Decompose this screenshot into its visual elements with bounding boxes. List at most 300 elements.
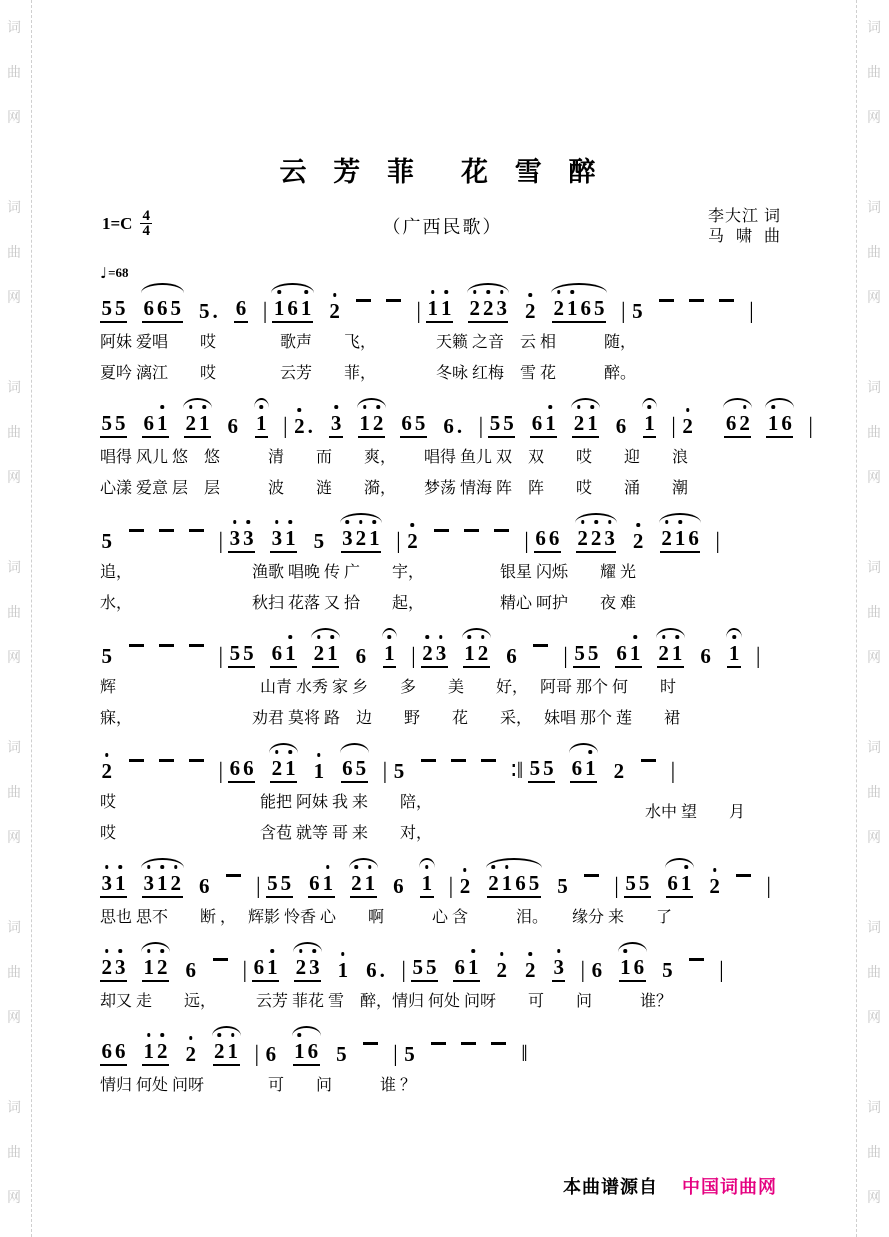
music-system bbox=[100, 946, 785, 1017]
note: 5 bbox=[593, 296, 605, 320]
note: 1 bbox=[566, 296, 578, 320]
note-group bbox=[142, 411, 169, 438]
note-group bbox=[100, 411, 127, 438]
note: 1 bbox=[620, 955, 631, 979]
duration-dash bbox=[659, 299, 674, 302]
note: 6 bbox=[725, 411, 737, 435]
note-group bbox=[341, 756, 368, 783]
note-group bbox=[453, 955, 480, 982]
note-group bbox=[312, 641, 339, 668]
note-group bbox=[576, 526, 617, 553]
note: 6 bbox=[366, 958, 377, 982]
note: 3 bbox=[496, 296, 507, 320]
duration-dash bbox=[226, 874, 241, 877]
barline: | bbox=[719, 957, 724, 982]
duration-dash bbox=[356, 299, 371, 302]
note: 5 bbox=[115, 296, 126, 320]
note: 5 bbox=[528, 871, 540, 895]
interlude-lyric: 水中 望 月 bbox=[644, 804, 745, 821]
source-attribution bbox=[563, 1173, 777, 1199]
duration-dash bbox=[464, 529, 479, 532]
note: 2 bbox=[170, 871, 181, 895]
note-group bbox=[631, 299, 645, 323]
note: 3 bbox=[229, 526, 241, 550]
note: 3 bbox=[101, 871, 112, 895]
note-group bbox=[411, 955, 438, 982]
barline: | bbox=[254, 1041, 260, 1066]
score-meta bbox=[100, 207, 785, 259]
note: 1 bbox=[587, 411, 598, 435]
duration-dash bbox=[159, 529, 174, 532]
barline: | bbox=[396, 528, 401, 553]
note: 3 bbox=[243, 526, 254, 550]
note-group bbox=[488, 411, 515, 438]
note-group bbox=[463, 641, 490, 668]
note: 2 bbox=[488, 871, 499, 895]
duration-dash bbox=[641, 759, 656, 762]
barline: | bbox=[411, 643, 416, 668]
quarter-note-icon: ♩ bbox=[100, 264, 108, 282]
note-group bbox=[724, 411, 751, 438]
note: 1 bbox=[674, 526, 686, 550]
note: 6 bbox=[185, 958, 196, 982]
note: 3 bbox=[553, 955, 564, 979]
note: 1 bbox=[273, 296, 285, 320]
barline: | bbox=[283, 413, 288, 438]
note-group bbox=[226, 414, 240, 438]
note-group bbox=[766, 411, 793, 438]
note: 6 bbox=[454, 955, 465, 979]
note-group bbox=[727, 641, 741, 668]
note: 2 bbox=[407, 529, 418, 553]
note: 6 bbox=[667, 871, 678, 895]
note: 6 bbox=[393, 874, 404, 898]
tempo-value: =68 bbox=[108, 265, 129, 280]
note-group bbox=[335, 1042, 349, 1066]
note-group bbox=[392, 759, 406, 783]
watermark-dashed-line-left bbox=[31, 0, 32, 1237]
lyrics-line: 心漾 爱意 层 层 波 涟 漪， 梦荡 情海 阵 阵 哎 涌 潮 bbox=[100, 480, 689, 497]
note: 1 bbox=[157, 411, 168, 435]
note: 2 bbox=[157, 955, 168, 979]
note: 6 bbox=[143, 296, 154, 320]
note-group bbox=[294, 955, 321, 982]
note: 1 bbox=[143, 955, 154, 979]
note: 1 bbox=[545, 411, 556, 435]
note: 1 bbox=[629, 641, 641, 665]
note-group bbox=[142, 871, 183, 898]
note: 6 bbox=[243, 756, 254, 780]
lyrics-line: 哎 能把 阿妹 我 来 陪， bbox=[100, 794, 433, 811]
note: 2 bbox=[613, 759, 625, 783]
note: 5 bbox=[101, 644, 112, 668]
duration-dash bbox=[363, 1042, 378, 1045]
note-group bbox=[614, 414, 628, 438]
note: 2 bbox=[422, 641, 433, 665]
note: 5 bbox=[503, 411, 514, 435]
note: 6 bbox=[535, 526, 546, 550]
notation-line bbox=[100, 632, 785, 668]
note-group bbox=[392, 874, 406, 898]
music-system bbox=[100, 517, 785, 619]
note: 1 bbox=[440, 296, 452, 320]
credits bbox=[708, 207, 780, 247]
duration-dash bbox=[689, 958, 704, 961]
note-group bbox=[341, 526, 382, 553]
duration-dash bbox=[491, 1042, 506, 1045]
note: 1 bbox=[585, 756, 596, 780]
note-group bbox=[100, 1039, 127, 1066]
note: 2 bbox=[295, 955, 307, 979]
note: 5 bbox=[355, 756, 367, 780]
music-system bbox=[100, 402, 813, 504]
duration-dash bbox=[129, 644, 144, 647]
note-group bbox=[631, 529, 645, 553]
note-group bbox=[264, 1042, 278, 1066]
barline: | bbox=[766, 873, 771, 898]
note: 5 bbox=[557, 874, 568, 898]
note-group bbox=[570, 756, 597, 783]
note: 1 bbox=[384, 641, 395, 665]
note: 1 bbox=[369, 526, 380, 550]
barline: | bbox=[580, 957, 586, 982]
note: 2 bbox=[185, 1042, 196, 1066]
note: 6 bbox=[700, 644, 711, 668]
note: 1 bbox=[680, 871, 692, 895]
note: 6 bbox=[616, 641, 627, 665]
note-group bbox=[643, 411, 657, 438]
duration-dash bbox=[431, 1042, 446, 1045]
note-group bbox=[293, 1039, 320, 1066]
note: 2 bbox=[185, 411, 196, 435]
duration-dash bbox=[461, 1042, 476, 1045]
note-group bbox=[198, 299, 220, 323]
note-group bbox=[468, 296, 509, 323]
lyrics-line: 追， 渔歌 唱晚 传 广 宇， 银星 闪烁 耀 光 bbox=[100, 564, 637, 581]
note-group bbox=[657, 641, 684, 668]
note-group bbox=[184, 958, 198, 982]
note-group bbox=[365, 958, 387, 982]
note: 1 bbox=[421, 871, 433, 895]
lyrics-line: 水， 秋扫 花落 又 拾 起， 精心 呵护 夜 难 bbox=[100, 595, 637, 612]
meter-numerator: 4 bbox=[142, 208, 150, 224]
note-group bbox=[358, 411, 385, 438]
note: 6 bbox=[443, 414, 454, 438]
note: 6 bbox=[633, 955, 645, 979]
note-group bbox=[699, 644, 713, 668]
note: 6 bbox=[531, 411, 543, 435]
note-group bbox=[142, 296, 183, 323]
song-title: 云 芳 菲 花 雪 醉 bbox=[279, 157, 606, 187]
note-group bbox=[573, 641, 600, 668]
duration-dash bbox=[189, 644, 204, 647]
music-system bbox=[100, 862, 785, 933]
note: 6 bbox=[688, 526, 699, 550]
barline: | bbox=[671, 413, 676, 438]
duration-dash bbox=[481, 759, 496, 762]
note: 1 bbox=[227, 1039, 238, 1063]
note-group bbox=[534, 526, 561, 553]
note: 5 bbox=[638, 871, 650, 895]
note-group bbox=[142, 955, 169, 982]
note: 6 bbox=[309, 871, 320, 895]
note-group bbox=[681, 414, 695, 438]
notation-line bbox=[100, 747, 785, 783]
note-group bbox=[505, 644, 519, 668]
barline: | bbox=[448, 873, 454, 898]
note: 6 bbox=[101, 1039, 112, 1063]
note: 5 bbox=[170, 296, 181, 320]
note: 5 bbox=[543, 756, 554, 780]
note: 1 bbox=[359, 411, 370, 435]
note-group bbox=[270, 526, 297, 553]
note: 1 bbox=[644, 411, 655, 435]
note-group bbox=[100, 296, 127, 323]
note-group bbox=[270, 641, 297, 668]
note: 3 bbox=[115, 955, 126, 979]
note: 5 bbox=[101, 411, 112, 435]
music-system bbox=[100, 632, 785, 734]
note: 6 bbox=[580, 296, 591, 320]
note-group bbox=[100, 759, 114, 783]
note: 5 bbox=[101, 529, 112, 553]
duration-dash bbox=[494, 529, 509, 532]
note: 1 bbox=[294, 1039, 305, 1063]
barline: | bbox=[478, 413, 484, 438]
note: 5 bbox=[280, 871, 292, 895]
note: 5 bbox=[632, 299, 643, 323]
watermark-dashed-line-right bbox=[856, 0, 857, 1237]
note: 5 bbox=[529, 756, 541, 780]
note-group bbox=[336, 958, 350, 982]
note: 6 bbox=[115, 1039, 126, 1063]
note: 6 bbox=[355, 644, 367, 668]
note: 6 bbox=[157, 296, 168, 320]
note-group bbox=[403, 1042, 417, 1066]
site-name: 中国词曲网 bbox=[682, 1177, 777, 1197]
note: 5 bbox=[662, 958, 673, 982]
note: 1 bbox=[464, 641, 475, 665]
note-group bbox=[487, 871, 541, 898]
notation-line bbox=[100, 517, 785, 553]
note: 2 bbox=[590, 526, 602, 550]
note: 2 bbox=[372, 411, 384, 435]
note-group bbox=[400, 411, 427, 438]
duration-dash bbox=[533, 644, 548, 647]
note: 2 bbox=[313, 641, 325, 665]
note: 5 bbox=[101, 296, 112, 320]
note: 2 bbox=[101, 759, 112, 783]
note-group bbox=[406, 529, 420, 553]
note: 2 bbox=[351, 871, 362, 895]
barline: | bbox=[382, 758, 388, 783]
barline: | bbox=[218, 643, 224, 668]
barline: | bbox=[524, 528, 529, 553]
barline: | bbox=[755, 643, 761, 668]
note: 2 bbox=[632, 529, 644, 553]
note: 1 bbox=[256, 411, 267, 435]
note: 1 bbox=[364, 871, 376, 895]
note: 6 bbox=[401, 411, 412, 435]
note: 2 bbox=[469, 296, 480, 320]
music-systems bbox=[100, 287, 813, 1101]
note-group bbox=[266, 871, 293, 898]
barline: | bbox=[393, 1041, 398, 1066]
note: 5 bbox=[412, 955, 423, 979]
note: 2 bbox=[682, 414, 693, 438]
note: 2 bbox=[709, 874, 720, 898]
note: 2 bbox=[329, 299, 340, 323]
note: 1 bbox=[501, 871, 513, 895]
note: 6 bbox=[781, 411, 792, 435]
repeat-barline: ∶‖ bbox=[510, 758, 524, 783]
note: 1 bbox=[300, 296, 312, 320]
note: 5 bbox=[404, 1042, 415, 1066]
note-group bbox=[523, 958, 537, 982]
note: 1 bbox=[285, 641, 296, 665]
notation-line bbox=[100, 1030, 785, 1066]
duration-dash bbox=[689, 299, 704, 302]
note: 6 bbox=[506, 644, 517, 668]
duration-dash bbox=[159, 759, 174, 762]
note: 5 bbox=[115, 411, 126, 435]
note: 1 bbox=[337, 958, 349, 982]
note: 5 bbox=[336, 1042, 347, 1066]
barline: | bbox=[256, 873, 261, 898]
note-group bbox=[528, 756, 555, 783]
barline: | bbox=[614, 873, 619, 898]
note-group bbox=[523, 299, 537, 323]
note-group bbox=[590, 958, 604, 982]
note: 6 bbox=[143, 411, 154, 435]
note: 6 bbox=[271, 641, 283, 665]
note: 5 bbox=[625, 871, 636, 895]
note: 6 bbox=[571, 756, 583, 780]
music-system bbox=[100, 287, 785, 389]
note: 5 bbox=[393, 759, 405, 783]
duration-dash bbox=[129, 759, 144, 762]
note-group bbox=[228, 526, 255, 553]
note-group bbox=[142, 1039, 169, 1066]
note: 2 bbox=[214, 1039, 225, 1063]
duration-dash bbox=[189, 529, 204, 532]
duration-dash bbox=[386, 299, 401, 302]
note: 2 bbox=[101, 955, 112, 979]
duration-dash bbox=[434, 529, 449, 532]
note: 3 bbox=[309, 955, 320, 979]
note-group bbox=[255, 411, 269, 438]
note: 3 bbox=[271, 526, 283, 550]
music-system bbox=[100, 1030, 785, 1101]
lyrics-line: 却又 走 远， 云芳 菲花 雪 醉，情归 何处 问呀 可 问 谁？ bbox=[100, 993, 673, 1010]
note-group bbox=[350, 871, 377, 898]
barline: | bbox=[242, 957, 248, 982]
note: 3 bbox=[330, 411, 342, 435]
note-group bbox=[184, 411, 211, 438]
note: 5 bbox=[313, 529, 325, 553]
note: 5 bbox=[425, 955, 437, 979]
note: 2 bbox=[658, 641, 669, 665]
duration-dash bbox=[213, 958, 228, 961]
barline: | bbox=[218, 528, 224, 553]
note: 2 bbox=[355, 526, 367, 550]
note-group bbox=[666, 871, 693, 898]
note: 2 bbox=[553, 296, 564, 320]
lyrics-line: 阿妹 爱唱 哎 歌声 飞， 天籁 之音 云 相 随， bbox=[100, 334, 637, 351]
music-system bbox=[100, 747, 785, 849]
lyricist-credit: 李大江 词 bbox=[708, 208, 780, 225]
note: 2 bbox=[524, 299, 536, 323]
note-group bbox=[354, 644, 368, 668]
barline: | bbox=[749, 298, 754, 323]
subtitle: （广西民歌） bbox=[382, 217, 503, 237]
note-group bbox=[421, 641, 448, 668]
note-group bbox=[100, 871, 127, 898]
note: 6 bbox=[307, 1039, 319, 1063]
note: 6 bbox=[227, 414, 238, 438]
note: 6 bbox=[253, 955, 265, 979]
note: 5 bbox=[199, 299, 210, 323]
note: 1 bbox=[467, 955, 479, 979]
barline: | bbox=[416, 298, 421, 323]
note-group bbox=[198, 874, 212, 898]
note-group bbox=[213, 1039, 240, 1066]
key-label: 1=C bbox=[102, 213, 133, 233]
source-label: 本曲谱源自 bbox=[562, 1177, 658, 1197]
note-group bbox=[552, 955, 566, 982]
duration-dash bbox=[159, 644, 174, 647]
note: 3 bbox=[342, 526, 353, 550]
watermark-left: 词 曲 网 词 曲 网 词 曲 网 词 曲 网 词 曲 网 词 曲 网 词 曲 网 bbox=[7, 21, 21, 1206]
note-group bbox=[228, 641, 255, 668]
note: 5 bbox=[587, 641, 599, 665]
note: 1 bbox=[427, 296, 438, 320]
note: 2 bbox=[271, 756, 283, 780]
note: . bbox=[212, 299, 218, 323]
duration-dash bbox=[719, 299, 734, 302]
note: 6 bbox=[591, 958, 603, 982]
note: 2 bbox=[294, 414, 305, 438]
note: 1 bbox=[285, 756, 296, 780]
note: 1 bbox=[115, 871, 126, 895]
duration-dash bbox=[584, 874, 599, 877]
barline: | bbox=[262, 298, 268, 323]
note: 6 bbox=[342, 756, 353, 780]
note-group bbox=[252, 955, 279, 982]
note: . bbox=[456, 414, 463, 438]
note: 5 bbox=[267, 871, 278, 895]
note: 6 bbox=[515, 871, 526, 895]
note-group bbox=[420, 871, 434, 898]
note-group bbox=[293, 414, 315, 438]
duration-dash bbox=[129, 529, 144, 532]
note: 3 bbox=[435, 641, 447, 665]
note: 2 bbox=[482, 296, 494, 320]
tempo-marking bbox=[100, 259, 785, 287]
note-group bbox=[312, 529, 326, 553]
duration-dash bbox=[189, 759, 204, 762]
lyrics-line: 辉 山青 水秀 家 乡 多 美 好， 阿哥 那个 何 时 bbox=[100, 679, 677, 696]
note-group bbox=[556, 874, 570, 898]
duration-dash bbox=[451, 759, 466, 762]
note-group bbox=[661, 958, 675, 982]
note-group bbox=[660, 526, 701, 553]
barline: | bbox=[620, 298, 626, 323]
note: 2 bbox=[477, 641, 489, 665]
note: 6 bbox=[615, 414, 627, 438]
barline: | bbox=[401, 957, 406, 982]
note: 2 bbox=[577, 526, 588, 550]
